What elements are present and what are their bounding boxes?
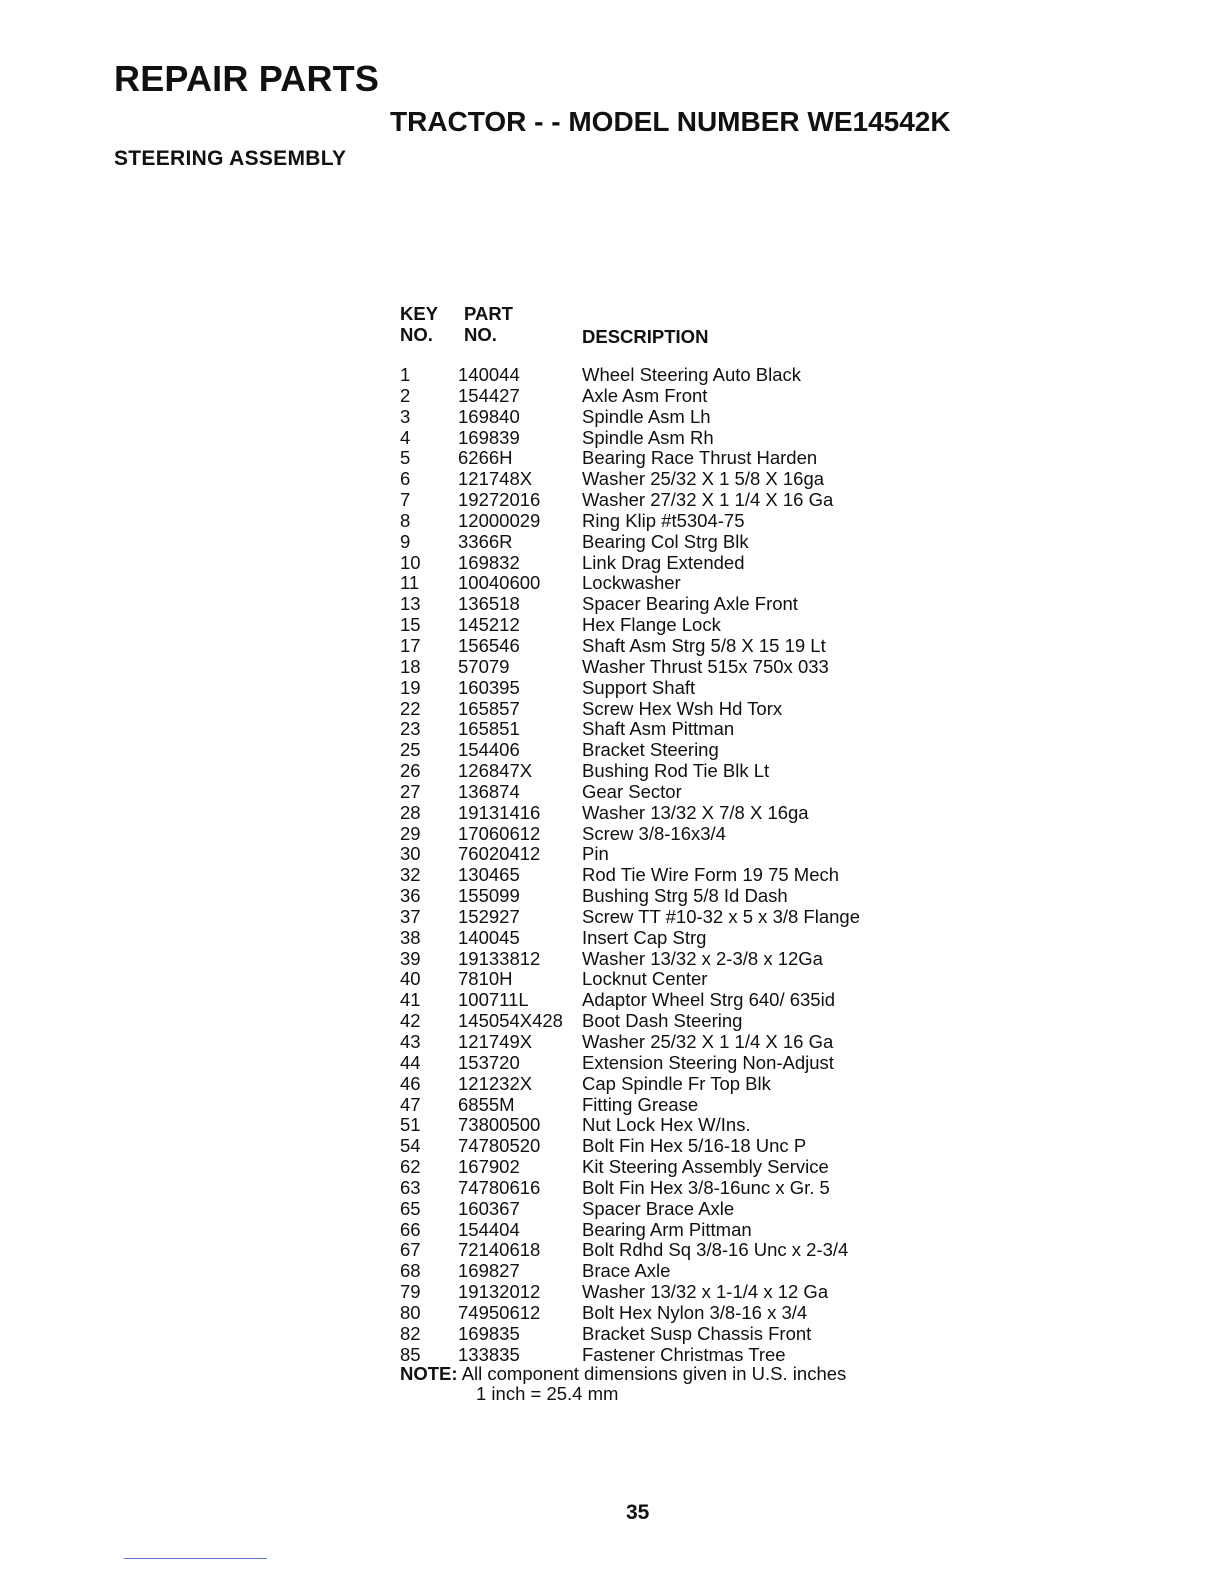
- description: Nut Lock Hex W/Ins.: [582, 1114, 751, 1136]
- key-no: 37: [400, 905, 421, 927]
- table-row: [400, 428, 846, 449]
- key-no: 44: [400, 1051, 421, 1073]
- footer-rule: [124, 1558, 267, 1559]
- part-no: 152927: [458, 905, 520, 927]
- description: Fitting Grease: [582, 1093, 699, 1115]
- key-no: 85: [400, 1343, 421, 1365]
- key-header-line2: NO.: [400, 324, 433, 345]
- part-no: 154406: [458, 739, 520, 761]
- key-no: 15: [400, 614, 421, 636]
- key-no: 19: [400, 676, 421, 698]
- key-no: 28: [400, 801, 421, 823]
- description: Screw Hex Wsh Hd Torx: [582, 697, 783, 719]
- key-no: 23: [400, 718, 421, 740]
- part-no: 160367: [458, 1197, 520, 1219]
- part-no: 156546: [458, 634, 520, 656]
- part-no: 12000029: [458, 509, 541, 531]
- key-no: 9: [400, 530, 411, 552]
- part-no: 7810H: [458, 968, 513, 990]
- part-no: 154404: [458, 1218, 520, 1240]
- part-no: 130465: [458, 864, 520, 886]
- key-no: 66: [400, 1218, 421, 1240]
- part-no: 140045: [458, 926, 520, 948]
- table-row: [400, 1261, 846, 1282]
- part-no: 121232X: [458, 1072, 533, 1094]
- description: Bolt Fin Hex 5/16-18 Unc P: [582, 1135, 807, 1157]
- description: Cap Spindle Fr Top Blk: [582, 1072, 771, 1094]
- part-no: 169832: [458, 551, 520, 573]
- page-number: 35: [626, 1501, 650, 1524]
- key-no: 27: [400, 780, 421, 802]
- table-row: [400, 1136, 846, 1157]
- description: Spindle Asm Lh: [582, 405, 711, 427]
- part-header-line1: PART: [464, 303, 513, 324]
- note-line2: 1 inch = 25.4 mm: [476, 1383, 619, 1404]
- key-no: 62: [400, 1156, 421, 1178]
- part-no: 74780616: [458, 1176, 541, 1198]
- description: Brace Axle: [582, 1260, 671, 1282]
- description: Wheel Steering Auto Black: [582, 364, 802, 385]
- key-no: 32: [400, 864, 421, 886]
- description: Locknut Center: [582, 968, 708, 990]
- part-no: 154427: [458, 384, 520, 406]
- description: Bracket Steering: [582, 739, 719, 761]
- part-header-line2: NO.: [464, 324, 497, 345]
- table-row: [400, 719, 846, 740]
- table-row: [400, 1053, 846, 1074]
- description: Washer 25/32 X 1 5/8 X 16ga: [582, 468, 825, 490]
- part-no: 121749X: [458, 1031, 533, 1052]
- table-row: [400, 532, 846, 553]
- key-no: 7: [400, 489, 411, 511]
- part-no: 133835: [458, 1343, 520, 1365]
- description-header: DESCRIPTION: [582, 326, 709, 347]
- description: Insert Cap Strg: [582, 926, 707, 948]
- key-header-line1: KEY: [400, 303, 439, 324]
- description: Screw 3/8-16x3/4: [582, 822, 726, 844]
- table-row: [400, 490, 846, 511]
- part-no-header: [464, 303, 513, 345]
- table-row: [400, 594, 846, 615]
- description: Link Drag Extended: [582, 551, 745, 573]
- table-row: [400, 1282, 846, 1303]
- description: Support Shaft: [582, 676, 696, 698]
- table-row: [400, 1199, 846, 1220]
- part-no: 19133812: [458, 947, 541, 969]
- part-no: 6266H: [458, 447, 513, 469]
- key-no: 42: [400, 1010, 421, 1032]
- key-no: 47: [400, 1093, 421, 1115]
- description: Boot Dash Steering: [582, 1010, 743, 1032]
- description: Rod Tie Wire Form 19 75 Mech: [582, 864, 840, 886]
- description: Bearing Race Thrust Harden: [582, 447, 818, 469]
- table-row: [400, 1157, 846, 1178]
- description: Washer Thrust 515x 750x 033: [582, 655, 829, 677]
- key-no: 41: [400, 989, 421, 1011]
- part-no: 169835: [458, 1322, 520, 1344]
- table-row: [400, 469, 846, 490]
- description: Washer 13/32 x 2-3/8 x 12Ga: [582, 947, 823, 969]
- key-no: 65: [400, 1197, 421, 1219]
- table-row: [400, 990, 846, 1011]
- part-no: 126847X: [458, 760, 533, 782]
- key-no: 8: [400, 509, 411, 531]
- part-no: 169839: [458, 426, 520, 448]
- table-row: [400, 782, 846, 803]
- key-no: 26: [400, 760, 421, 782]
- part-no: 160395: [458, 676, 520, 698]
- dimensions-note: [400, 1364, 846, 1405]
- key-no: 30: [400, 843, 421, 865]
- part-no: 76020412: [458, 843, 541, 865]
- part-no: 72140618: [458, 1239, 541, 1261]
- table-row: [400, 928, 846, 949]
- part-no: 17060612: [458, 822, 541, 844]
- table-row: [400, 553, 846, 574]
- table-row: [400, 657, 846, 678]
- description: Extension Steering Non-Adjust: [582, 1051, 834, 1073]
- part-no: 167902: [458, 1156, 520, 1178]
- key-no: 22: [400, 697, 421, 719]
- part-no: 19132012: [458, 1281, 541, 1303]
- key-no: 5: [400, 447, 411, 469]
- description: Gear Sector: [582, 780, 682, 802]
- table-row: [400, 1115, 846, 1136]
- key-no: 29: [400, 822, 421, 844]
- part-no: 136518: [458, 593, 520, 615]
- table-row: [400, 615, 846, 636]
- key-no: 17: [400, 634, 421, 656]
- table-row: [400, 699, 846, 720]
- table-row: [400, 886, 846, 907]
- model-title: TRACTOR - - MODEL NUMBER WE14542K: [390, 106, 951, 137]
- key-no: 18: [400, 655, 421, 677]
- table-row: [400, 1324, 846, 1345]
- key-no: 3: [400, 405, 411, 427]
- table-row: [400, 678, 846, 699]
- key-no: 68: [400, 1260, 421, 1282]
- description: Washer 27/32 X 1 1/4 X 16 Ga: [582, 489, 834, 511]
- part-no: 3366R: [458, 530, 513, 552]
- key-no: 40: [400, 968, 421, 990]
- description: Fastener Christmas Tree: [582, 1343, 786, 1365]
- key-no: 54: [400, 1135, 421, 1157]
- table-row: [400, 1095, 846, 1116]
- part-no: 165851: [458, 718, 520, 740]
- table-row: [400, 803, 846, 824]
- description: Hex Flange Lock: [582, 614, 721, 636]
- description: Shaft Asm Strg 5/8 X 15 19 Lt: [582, 634, 826, 656]
- description: Bearing Col Strg Blk: [582, 530, 749, 552]
- key-no: 80: [400, 1301, 421, 1323]
- part-no: 121748X: [458, 468, 533, 490]
- part-no: 19272016: [458, 489, 541, 511]
- table-row: [400, 740, 846, 761]
- key-no: 38: [400, 926, 421, 948]
- description: Kit Steering Assembly Service: [582, 1156, 829, 1178]
- key-no: 10: [400, 551, 421, 573]
- part-no: 74950612: [458, 1301, 541, 1323]
- table-row: [400, 636, 846, 657]
- table-row: [400, 949, 846, 970]
- description: Bushing Rod Tie Blk Lt: [582, 760, 770, 782]
- table-row: [400, 905, 860, 928]
- table-row: [400, 824, 846, 845]
- part-no: 145212: [458, 614, 520, 636]
- part-no: 19131416: [458, 801, 541, 823]
- key-no: 1: [400, 364, 411, 385]
- key-no: 67: [400, 1239, 421, 1261]
- key-no: 4: [400, 426, 411, 448]
- description: Screw TT #10-32 x 5 x 3/8 Flange: [582, 905, 860, 927]
- section-title: STEERING ASSEMBLY: [114, 147, 347, 170]
- table-row: [400, 511, 846, 532]
- description: Bolt Fin Hex 3/8-16unc x Gr. 5: [582, 1176, 830, 1198]
- key-no: 36: [400, 885, 421, 907]
- part-no: 169827: [458, 1260, 520, 1282]
- part-no: 57079: [458, 655, 510, 677]
- key-no: 39: [400, 947, 421, 969]
- table-row: [400, 865, 846, 886]
- description: Spindle Asm Rh: [582, 426, 714, 448]
- table-row: [400, 1303, 846, 1324]
- key-no: 6: [400, 468, 411, 490]
- note-label: NOTE:: [400, 1362, 458, 1384]
- description: Pin: [582, 843, 609, 865]
- description: Washer 13/32 x 1-1/4 x 12 Ga: [582, 1281, 829, 1303]
- table-row: [400, 1074, 846, 1095]
- description: Shaft Asm Pittman: [582, 718, 735, 740]
- description: Bolt Rdhd Sq 3/8-16 Unc x 2-3/4: [582, 1239, 849, 1261]
- part-no: 155099: [458, 885, 520, 907]
- table-row: [400, 365, 846, 386]
- description: Spacer Bearing Axle Front: [582, 593, 798, 615]
- key-no: 25: [400, 739, 421, 761]
- description: Spacer Brace Axle: [582, 1197, 735, 1219]
- description: Axle Asm Front: [582, 384, 708, 406]
- part-no: 136874: [458, 780, 520, 802]
- description: Ring Klip #t5304-75: [582, 509, 745, 531]
- table-row: [400, 448, 846, 469]
- part-no: 10040600: [458, 572, 541, 594]
- table-header: [400, 303, 846, 347]
- key-no: 51: [400, 1114, 421, 1136]
- page-title: REPAIR PARTS: [114, 58, 380, 99]
- description: Bushing Strg 5/8 Id Dash: [582, 885, 788, 907]
- description: Washer 25/32 X 1 1/4 X 16 Ga: [582, 1031, 834, 1052]
- table-row: [400, 1032, 846, 1053]
- part-no: 165857: [458, 697, 520, 719]
- key-no-header: [400, 303, 438, 345]
- table-row: [400, 407, 846, 428]
- key-no: 46: [400, 1072, 421, 1094]
- description: Washer 13/32 X 7/8 X 16ga: [582, 801, 809, 823]
- part-no: 153720: [458, 1051, 520, 1073]
- key-no: 11: [400, 572, 420, 594]
- key-no: 63: [400, 1176, 421, 1198]
- key-no: 79: [400, 1281, 421, 1303]
- description: Adaptor Wheel Strg 640/ 635id: [582, 989, 835, 1011]
- table-row: [400, 969, 846, 990]
- note-line1: All component dimensions given in U.S. inches: [461, 1362, 847, 1384]
- parts-table: [400, 303, 860, 1405]
- description: Bolt Hex Nylon 3/8-16 x 3/4: [582, 1301, 808, 1323]
- table-body: [400, 364, 860, 1366]
- table-row: [400, 386, 846, 407]
- table-row: [400, 761, 846, 782]
- part-no: 6855M: [458, 1093, 515, 1115]
- table-row: [400, 844, 846, 865]
- table-row: [400, 1220, 846, 1241]
- part-no: 140044: [458, 364, 520, 385]
- part-no: 169840: [458, 405, 520, 427]
- key-no: 43: [400, 1031, 421, 1052]
- key-no: 13: [400, 593, 421, 615]
- key-no: 82: [400, 1322, 421, 1344]
- part-no: 74780520: [458, 1135, 541, 1157]
- description: Bracket Susp Chassis Front: [582, 1322, 812, 1344]
- table-row: [400, 1239, 849, 1261]
- part-no: 73800500: [458, 1114, 541, 1136]
- table-row: [400, 1011, 846, 1032]
- part-no: 145054X428: [458, 1010, 563, 1032]
- description: Lockwasher: [582, 572, 681, 594]
- key-no: 2: [400, 384, 411, 406]
- table-row: [400, 1178, 846, 1199]
- part-no: 100711L: [458, 989, 529, 1011]
- table-row: [400, 573, 846, 594]
- description: Bearing Arm Pittman: [582, 1218, 752, 1240]
